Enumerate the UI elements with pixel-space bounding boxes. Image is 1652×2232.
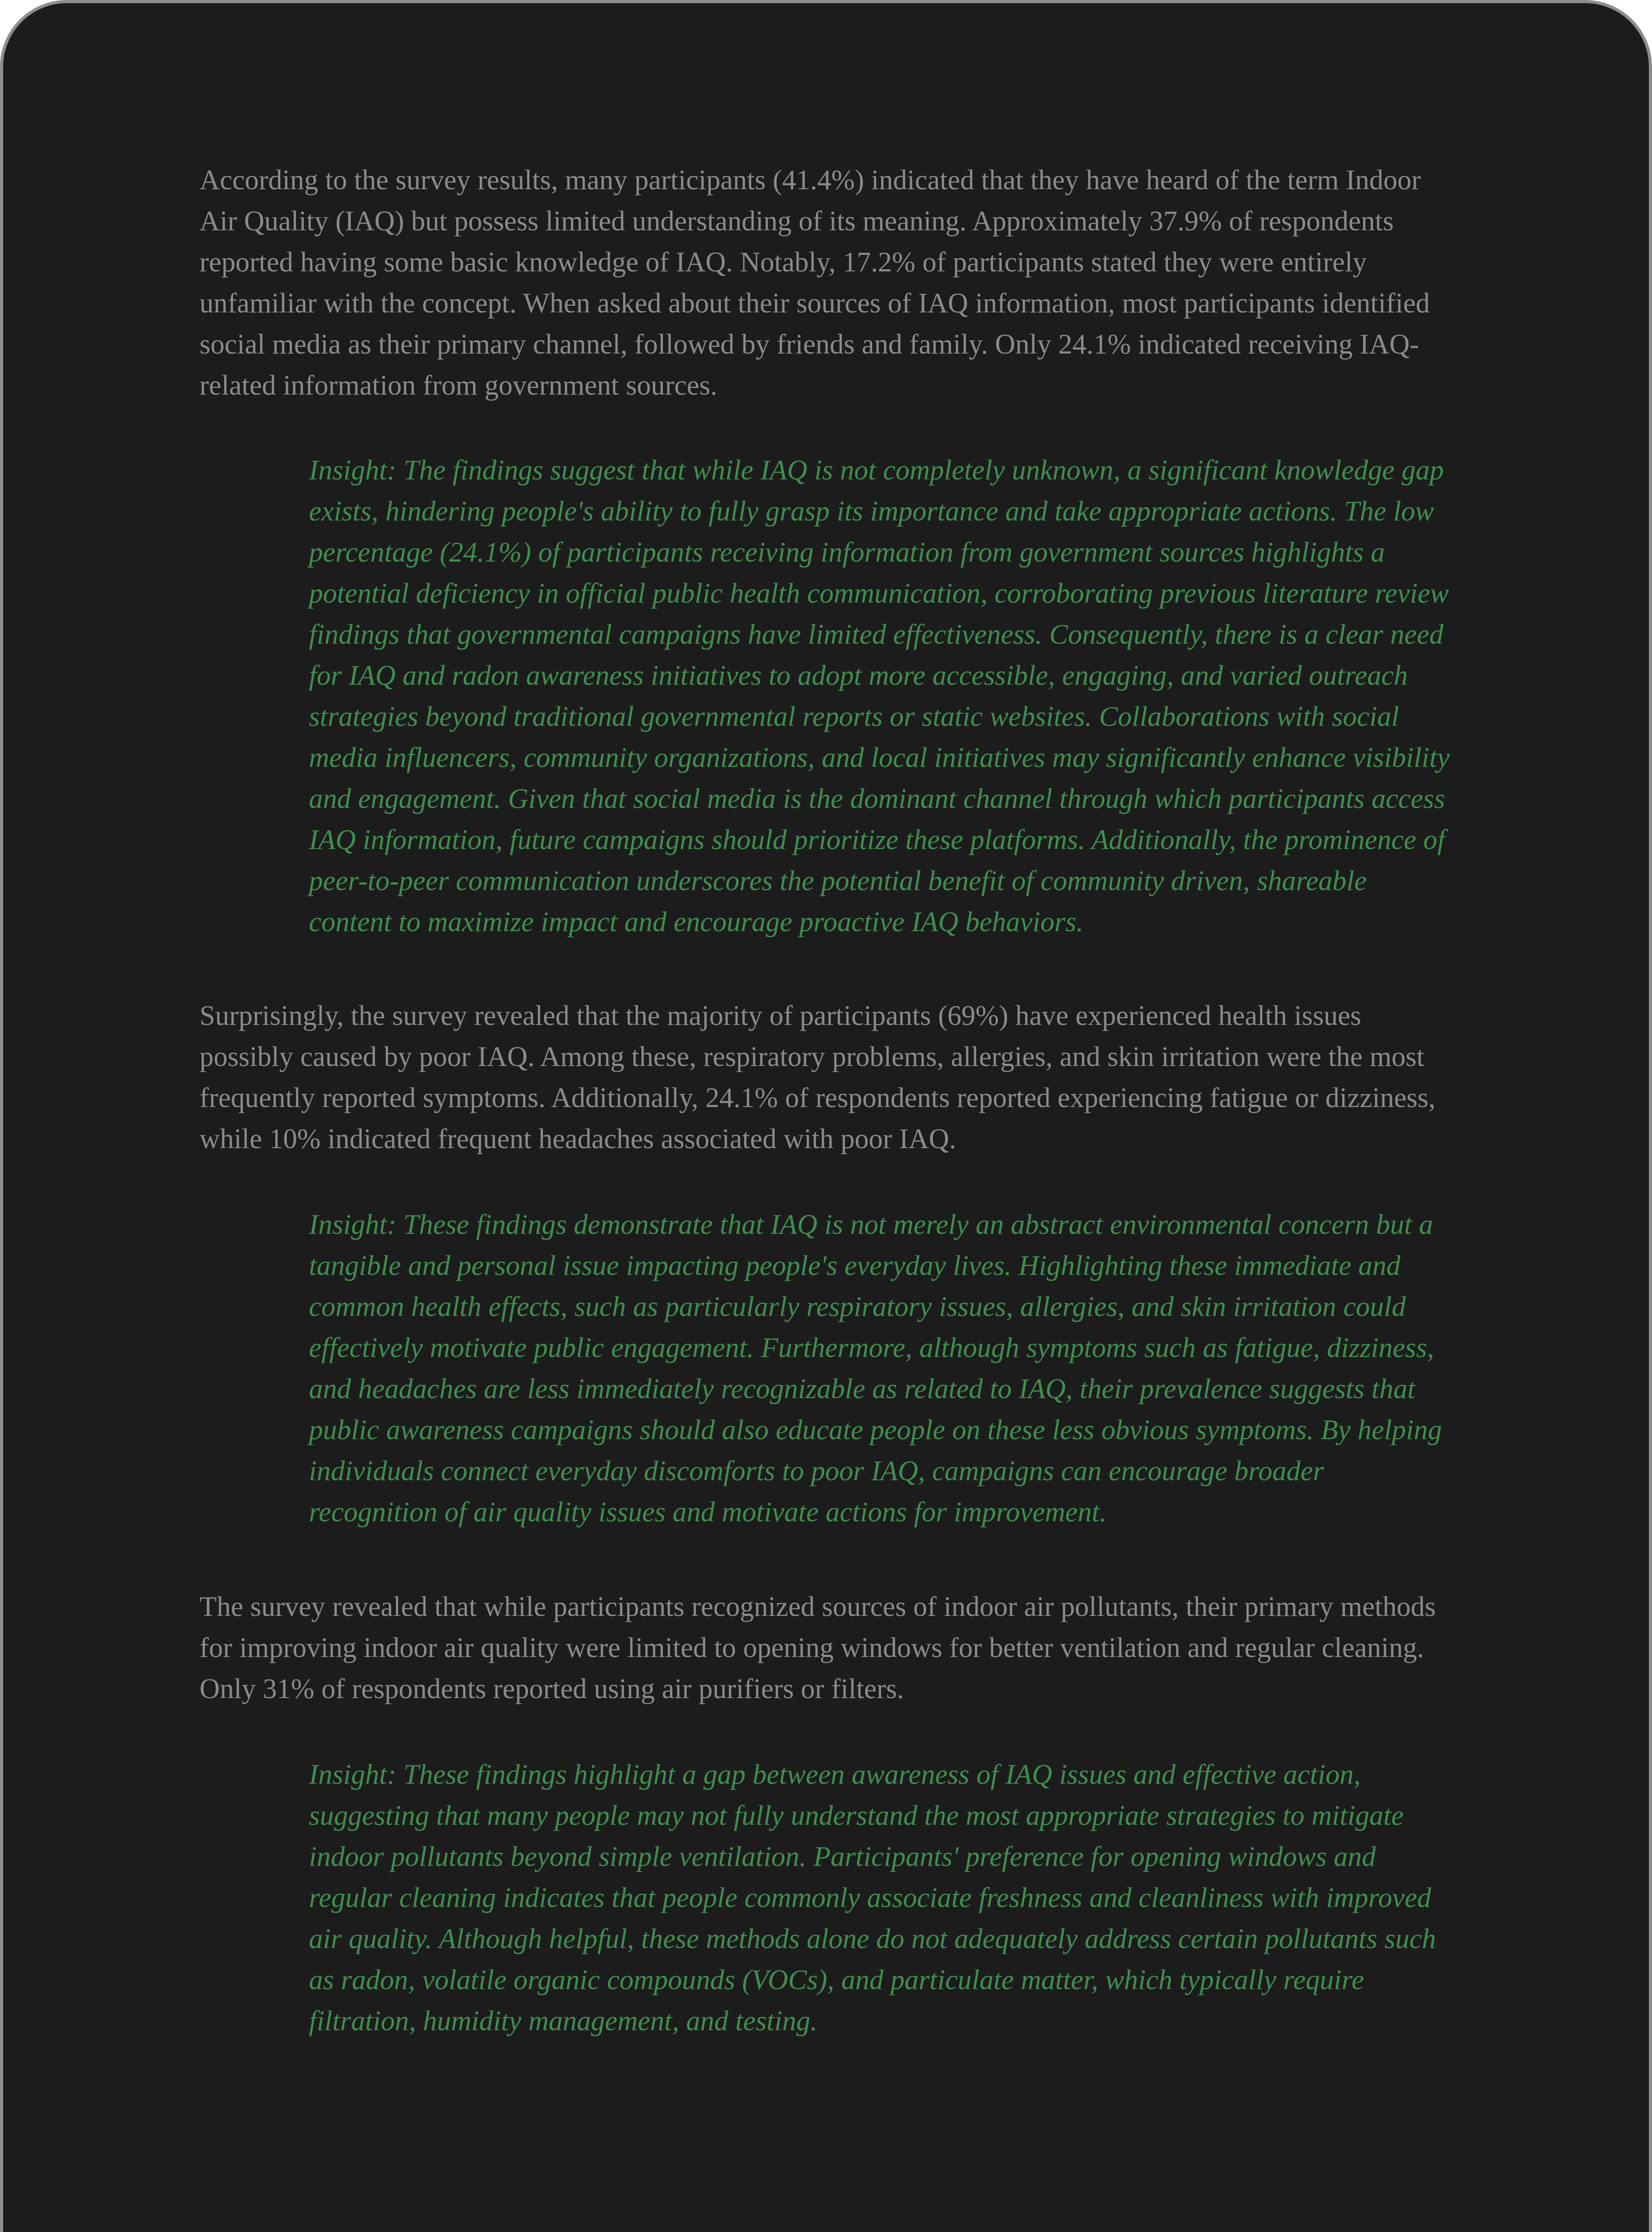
survey-paragraph-iaq-awareness: According to the survey results, many participants (41.4%) indicated that they have heard of the term Indoor Air Quality (IAQ) but possess limited understanding of its meaning. Approximately 37.9% of respondents reported having some basic knowledge of IAQ. Notably, 17.2% of participants stated they were entirely unfamiliar with the concept. When asked about their sources of IAQ information, most participants identified social media as their primary channel, followed by friends and family. Only 24.1% indicated receiving IAQ-related information from government sources. (200, 164, 1430, 401)
document-body (200, 159, 1450, 2041)
insight-health-issues: Insight: These findings demonstrate that IAQ is not merely an abstract environmental concern but a tangible and personal issue impacting people's everyday lives. Highlighting these immediate and common health effects, such as particularly respiratory issues, allergies, and skin irritation could effectively motivate public engagement. Furthermore, although symptoms such as fatigue, dizziness, and headaches are less immediately recognizable as related to IAQ, their prevalence suggests that public awareness campaigns should also educate people on these less obvious symptoms. By helping individuals connect everyday discomforts to poor IAQ, campaigns can encourage broader recognition of air quality issues and motivate actions for improvement. (309, 1209, 1442, 1528)
insight-iaq-awareness: Insight: The findings suggest that while IAQ is not completely unknown, a significant knowledge gap exists, hindering people's ability to fully grasp its importance and take appropriate actions. The low percentage (24.1%) of participants receiving information from government sources highlights a potential deficiency in official public health communication, corroborating previous literature review findings that governmental campaigns have limited effectiveness. Consequently, there is a clear need for IAQ and radon awareness initiatives to adopt more accessible, engaging, and varied outreach strategies beyond traditional governmental reports or static websites. Collaborations with social media influencers, community organizations, and local initiatives may significantly enhance visibility and engagement. Given that social media is the dominant channel through which participants access IAQ information, future campaigns should prioritize these platforms. Additionally, the prominence of peer-to-peer communication underscores the potential benefit of community driven, shareable content to maximize impact and encourage proactive IAQ behaviors. (309, 454, 1450, 937)
survey-paragraph-health-issues: Surprisingly, the survey revealed that the majority of participants (69%) have experienced health issues possibly caused by poor IAQ. Among these, respiratory problems, allergies, and skin irritation were the most frequently reported symptoms. Additionally, 24.1% of respondents reported experiencing fatigue or dizziness, while 10% indicated frequent headaches associated with poor IAQ. (200, 1000, 1436, 1154)
survey-paragraph-improvement-methods: The survey revealed that while participants recognized sources of indoor air pollutants, their primary methods for improving indoor air quality were limited to opening windows for better ventilation and regular cleaning. Only 31% of respondents reported using air purifiers or filters. (200, 1591, 1436, 1704)
insight-improvement-methods: Insight: These findings highlight a gap between awareness of IAQ issues and effective action, suggesting that many people may not fully understand the most appropriate strategies to mitigate indoor pollutants beyond simple ventilation. Participants' preference for opening windows and regular cleaning indicates that people commonly associate freshness and cleanliness with improved air quality. Although helpful, these methods alone do not adequately address certain pollutants such as radon, volatile organic compounds (VOCs), and particulate matter, which typically require filtration, humidity management, and testing. (309, 1759, 1436, 2036)
